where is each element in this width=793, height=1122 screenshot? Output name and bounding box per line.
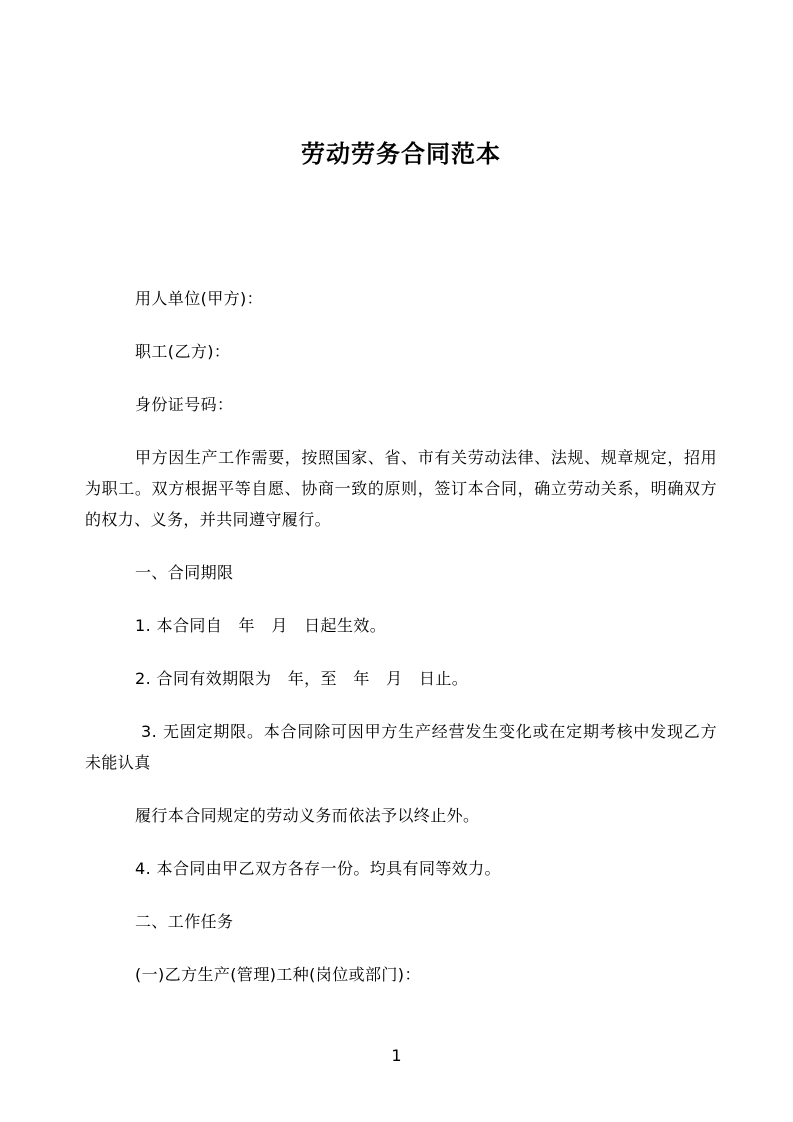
document-title: 劳动劳务合同范本: [301, 140, 501, 168]
section2-item1: (一)乙方生产(管理)工种(岗位或部门)：: [135, 965, 421, 984]
page-number: 1: [391, 1046, 402, 1065]
field-id-number: 身份证号码：: [135, 395, 234, 414]
section1-heading: 一、合同期限: [135, 563, 234, 582]
section1-item1: 1. 本合同自 年 月 日起生效。: [135, 616, 387, 635]
document-content: [85, 0, 717, 1012]
field-party-a: 用人单位(甲方)：: [135, 289, 264, 308]
section2-heading: 二、工作任务: [135, 912, 234, 931]
field-party-b: 职工(乙方)：: [135, 342, 231, 361]
intro-paragraph: 甲方因生产工作需要，按照国家、省、市有关劳动法律、法规、规章规定，招用为职工。双方根据平等自愿、协商一致的原则，签订本合同，确立劳动关系，明确双方的权力、义务，并共同遵守履行。: [85, 448, 717, 529]
section1-item4: 4. 本合同由甲乙双方各存一份。均具有同等效力。: [135, 859, 501, 878]
section1-item2: 2. 合同有效期限为 年，至 年 月 日止。: [135, 669, 469, 688]
section1-item3-continuation: 履行本合同规定的劳动义务而依法予以终止外。: [135, 806, 480, 825]
section1-item3: 3. 无固定期限。本合同除可因甲方生产经营发生变化或在定期考核中发现乙方未能认真: [85, 722, 717, 772]
